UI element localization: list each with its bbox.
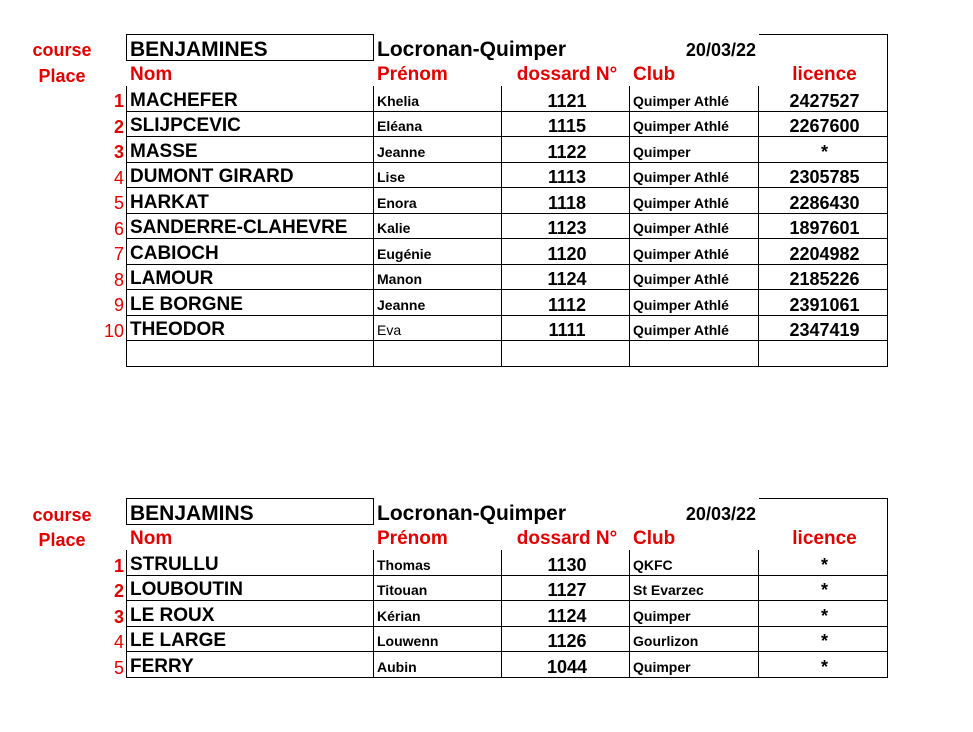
place-number: 6 — [113, 219, 124, 239]
athlete-club: Quimper Athlé — [630, 239, 759, 265]
race-title: Locronan-Quimper — [377, 37, 567, 60]
empty-cell — [759, 35, 888, 61]
athlete-prenom: Eléana — [374, 111, 502, 137]
table-row — [127, 652, 888, 678]
athlete-nom: CABIOCH — [127, 239, 374, 265]
athlete-nom: LE ROUX — [127, 601, 374, 627]
header-licence: licence — [759, 60, 888, 86]
athlete-club: Quimper Athlé — [630, 162, 759, 188]
header-nom: Nom — [130, 528, 173, 549]
athlete-nom: FERRY — [127, 652, 374, 678]
place-number: 5 — [113, 193, 124, 213]
table-row — [127, 86, 888, 112]
athlete-prenom: Thomas — [374, 550, 502, 576]
header-row — [127, 524, 888, 550]
athlete-prenom: Kalie — [374, 213, 502, 239]
athlete-prenom: Enora — [374, 188, 502, 214]
athlete-prenom: Jeanne — [374, 137, 502, 163]
header-club: Club — [633, 64, 676, 85]
athlete-nom: LOUBOUTIN — [127, 575, 374, 601]
category-title: BENJAMINES — [127, 35, 374, 61]
place-number: 4 — [113, 168, 124, 188]
place-number: 10 — [103, 321, 124, 341]
athlete-prenom: Jeanne — [374, 290, 502, 316]
athlete-licence: 2347419 — [759, 315, 888, 341]
athlete-nom: MASSE — [127, 137, 374, 163]
title-row — [127, 499, 888, 525]
table-row — [127, 264, 888, 290]
athlete-nom: THEODOR — [127, 315, 374, 341]
athlete-nom: STRULLU — [127, 550, 374, 576]
header-club: Club — [633, 528, 676, 549]
athlete-club: Quimper — [630, 652, 759, 678]
athlete-dossard: 1115 — [502, 111, 630, 137]
athlete-licence: 2305785 — [759, 162, 888, 188]
table-row — [127, 575, 888, 601]
athlete-licence: * — [759, 137, 888, 163]
empty-cell — [759, 499, 888, 525]
race-title: Locronan-Quimper — [377, 501, 567, 524]
table-row — [127, 601, 888, 627]
athlete-dossard: 1130 — [502, 550, 630, 576]
place-number: 2 — [113, 581, 124, 601]
athlete-club: Quimper — [630, 137, 759, 163]
athlete-dossard: 1122 — [502, 137, 630, 163]
athlete-dossard: 1121 — [502, 86, 630, 112]
athlete-dossard: 1044 — [502, 652, 630, 678]
athlete-licence: * — [759, 626, 888, 652]
table-row — [127, 137, 888, 163]
athlete-licence: 2204982 — [759, 239, 888, 265]
race-date: 20/03/22 — [685, 39, 756, 60]
athlete-licence: 2185226 — [759, 264, 888, 290]
athlete-nom: MACHEFER — [127, 86, 374, 112]
athlete-club: Quimper Athlé — [630, 111, 759, 137]
place-number: 1 — [113, 91, 124, 111]
athlete-dossard: 1126 — [502, 626, 630, 652]
empty-row — [127, 341, 888, 367]
empty-cell — [127, 341, 374, 367]
empty-cell — [630, 341, 759, 367]
place-label: Place — [38, 66, 86, 86]
athlete-club: Quimper — [630, 601, 759, 627]
athlete-nom: LE LARGE — [127, 626, 374, 652]
race-date: 20/03/22 — [685, 503, 756, 524]
header-nom: Nom — [130, 64, 173, 85]
table-row — [127, 290, 888, 316]
athlete-prenom: Manon — [374, 264, 502, 290]
course-label: course — [32, 40, 92, 60]
place-number: 3 — [113, 607, 124, 627]
athlete-dossard: 1113 — [502, 162, 630, 188]
header-dossard: dossard N° — [516, 64, 618, 85]
athlete-dossard: 1127 — [502, 575, 630, 601]
athlete-nom: LE BORGNE — [127, 290, 374, 316]
table-row — [127, 550, 888, 576]
athlete-club: Quimper Athlé — [630, 315, 759, 341]
place-number: 4 — [113, 632, 124, 652]
athlete-club: Quimper Athlé — [630, 86, 759, 112]
empty-cell — [759, 341, 888, 367]
athlete-nom: DUMONT GIRARD — [127, 162, 374, 188]
table-row — [127, 213, 888, 239]
athlete-dossard: 1123 — [502, 213, 630, 239]
table-row — [127, 188, 888, 214]
header-prenom: Prénom — [377, 528, 448, 549]
place-number: 3 — [113, 142, 124, 162]
athlete-club: Quimper Athlé — [630, 290, 759, 316]
athlete-prenom: Lise — [374, 162, 502, 188]
athlete-nom: SLIJPCEVIC — [127, 111, 374, 137]
place-number: 9 — [113, 295, 124, 315]
athlete-licence: * — [759, 652, 888, 678]
table-row — [127, 626, 888, 652]
athlete-licence: 1897601 — [759, 213, 888, 239]
athlete-dossard: 1118 — [502, 188, 630, 214]
table-row — [127, 239, 888, 265]
athlete-prenom: Aubin — [374, 652, 502, 678]
place-number: 7 — [113, 244, 124, 264]
athlete-club: Gourlizon — [630, 626, 759, 652]
athlete-club: Quimper Athlé — [630, 188, 759, 214]
title-row — [127, 35, 888, 61]
header-licence: licence — [759, 524, 888, 550]
place-number: 5 — [113, 658, 124, 678]
athlete-nom: LAMOUR — [127, 264, 374, 290]
header-dossard: dossard N° — [516, 528, 618, 549]
athlete-licence: * — [759, 601, 888, 627]
place-number: 2 — [113, 117, 124, 137]
athlete-licence: * — [759, 575, 888, 601]
table-row — [127, 315, 888, 341]
athlete-nom: SANDERRE-CLAHEVRE — [127, 213, 374, 239]
header-prenom: Prénom — [377, 64, 448, 85]
athlete-licence: 2391061 — [759, 290, 888, 316]
athlete-dossard: 1120 — [502, 239, 630, 265]
empty-cell — [502, 341, 630, 367]
athlete-dossard: 1124 — [502, 264, 630, 290]
athlete-licence: * — [759, 550, 888, 576]
empty-cell — [374, 341, 502, 367]
athlete-prenom: Louwenn — [374, 626, 502, 652]
results-table — [126, 498, 888, 678]
athlete-prenom: Eugénie — [374, 239, 502, 265]
athlete-club: Quimper Athlé — [630, 264, 759, 290]
place-number: 8 — [113, 270, 124, 290]
athlete-dossard: 1112 — [502, 290, 630, 316]
place-number: 1 — [113, 556, 124, 576]
athlete-licence: 2286430 — [759, 188, 888, 214]
athlete-prenom: Khelia — [374, 86, 502, 112]
athlete-prenom: Titouan — [374, 575, 502, 601]
athlete-licence: 2267600 — [759, 111, 888, 137]
results-table — [126, 34, 888, 367]
athlete-nom: HARKAT — [127, 188, 374, 214]
table-row — [127, 162, 888, 188]
athlete-licence: 2427527 — [759, 86, 888, 112]
header-row — [127, 60, 888, 86]
athlete-dossard: 1124 — [502, 601, 630, 627]
athlete-prenom: Kérian — [374, 601, 502, 627]
table-row — [127, 111, 888, 137]
place-label: Place — [38, 530, 86, 550]
athlete-prenom: Eva — [374, 315, 502, 341]
course-label: course — [32, 505, 92, 525]
athlete-club: Quimper Athlé — [630, 213, 759, 239]
athlete-club: QKFC — [630, 550, 759, 576]
athlete-dossard: 1111 — [502, 315, 630, 341]
category-title: BENJAMINS — [127, 499, 374, 525]
athlete-club: St Evarzec — [630, 575, 759, 601]
